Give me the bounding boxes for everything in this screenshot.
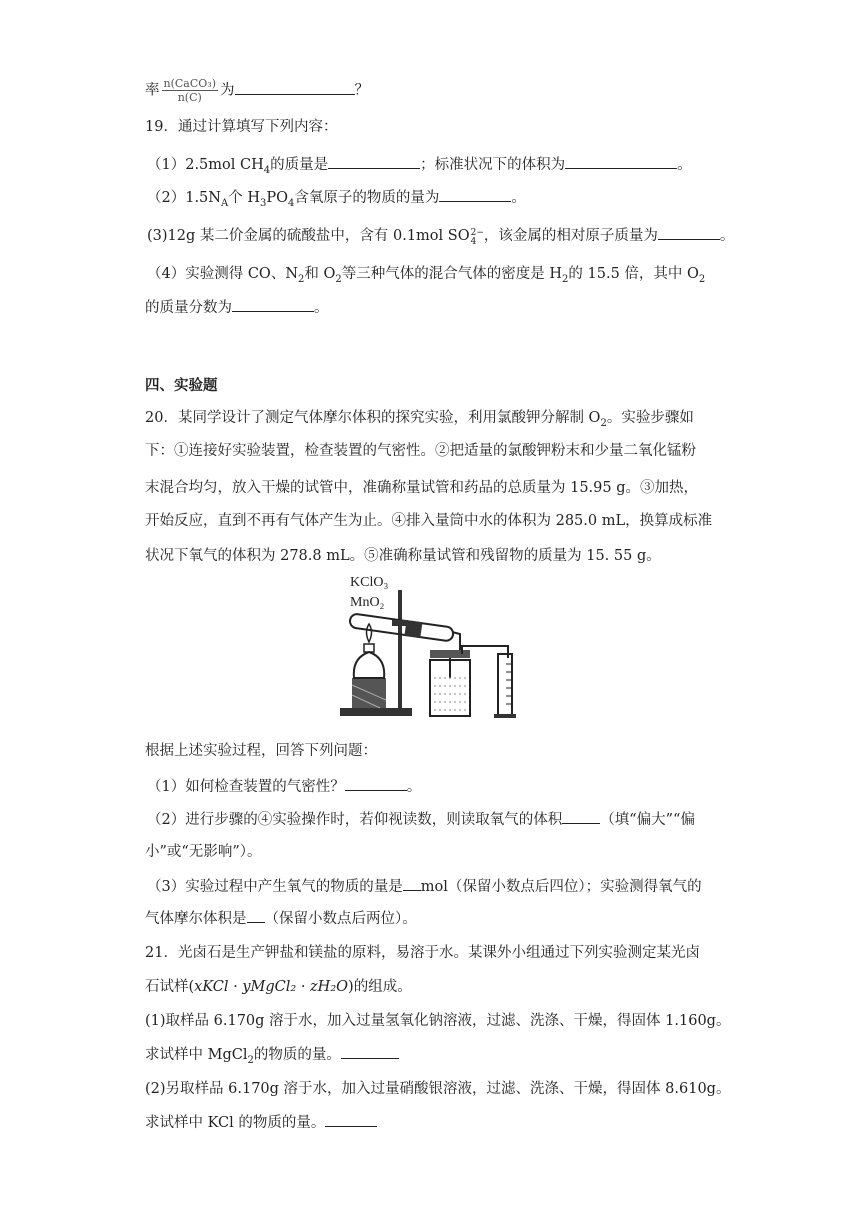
q19-part4-line2: 的质量分数为 。 <box>145 297 329 318</box>
stand-rod <box>398 590 402 710</box>
q19-part4-line1: （4）实验测得 CO、$N_2$和 $O_2$等三种气体的混合气体的密度是 $H_2$的 15.5 倍，其中 $O_2$ <box>147 266 706 285</box>
label-mno2: MnO₂ <box>350 595 385 610</box>
answer-blank[interactable] <box>325 1112 377 1127</box>
q20-line3: 末混合均匀，放入干燥的试管中，准确称量试管和药品的总质量为 15.95 g。③加热， <box>145 480 699 496</box>
answer-blank[interactable] <box>341 1044 399 1059</box>
q19-part1: （1）2.5mol $CH_4$的质量是 ；标准状况下的体积为 。 <box>147 154 692 181</box>
q21-part2-line1: (2)另取样品 6.170g 溶于水，加入过量硝酸银溶液，过滤、洗涤、干燥，得固体 8.610g。 <box>145 1081 731 1097</box>
q21-line2: 石试样(xKCl · yMgCl₂ · zH₂O)的组成。 <box>145 979 412 995</box>
q20-intro: 根据上述实验过程，回答下列问题： <box>145 743 377 759</box>
q21-line1: 21．光卤石是生产钾盐和镁盐的原料，易溶于水。某课外小组通过下列实验测定某光卤 <box>145 945 700 961</box>
q20-sub3-line2: 气体摩尔体积是 （保留小数点后两位）。 <box>145 908 417 929</box>
q20-sub3-line1: （3）实验过程中产生氧气的物质的量是 mol（保留小数点后四位）；实验测得氧气的 <box>147 876 702 897</box>
answer-blank[interactable] <box>247 908 265 923</box>
q20-line2: 下：①连接好实验装置，检查装置的气密性。②把适量的氯酸钾粉末和少量二氧化锰粉 <box>145 443 696 459</box>
answer-blank[interactable] <box>439 187 511 202</box>
label-kclo3: KClO₃ <box>350 575 389 590</box>
flame-icon <box>367 624 372 642</box>
alcohol-lamp <box>354 652 384 678</box>
q20-line5: 状况下氧气的体积为 278.8 mL。⑤准确称量试管和残留物的质量为 15. 55 g。 <box>145 548 661 564</box>
q19-part3: (3)12g 某二价金属的硫酸盐中，含有 0.1mol SO 2− 4 ，该金属的相对原子质量为 。 <box>147 225 734 247</box>
answer-blank[interactable] <box>403 876 421 891</box>
q20-sub2-line2: 小”或“无影响”）。 <box>145 844 262 860</box>
answer-blank[interactable] <box>232 297 314 312</box>
q19-title: 19．通过计算填写下列内容： <box>145 119 338 135</box>
q18-fraction: $\frac{\text{n(CaCO₃)}}{n(C)}$ <box>163 77 216 104</box>
q21-part2-line2: 求试样中 KCl 的物质的量。 <box>145 1112 377 1133</box>
q20-sub1: （1）如何检查装置的气密性？ 。 <box>147 776 421 797</box>
q21-part1-line2: 求试样中 MgCl$_2$的物质的量。 <box>145 1044 399 1071</box>
answer-blank[interactable] <box>328 154 420 169</box>
answer-blank[interactable] <box>345 776 407 791</box>
answer-blank[interactable] <box>562 809 600 824</box>
bottle-cap <box>430 650 470 658</box>
answer-blank[interactable] <box>235 80 355 95</box>
q20-line1: 20．某同学设计了测定气体摩尔体积的探究实验，利用氯酸钾分解制 $O_2$。实验步骤如 <box>145 410 694 429</box>
section-title: 四、实验题 <box>145 377 218 394</box>
answer-blank[interactable] <box>658 225 720 240</box>
q20-sub2-line1: （2）进行步骤的④实验操作时，若仰视读数，则读取氧气的体积 （填“偏大”“偏 <box>147 809 695 830</box>
graduated-cylinder <box>498 654 512 716</box>
answer-blank[interactable] <box>565 154 677 169</box>
q18-prefix: 率 <box>145 82 160 99</box>
q21-part1-line1: (1)取样品 6.170g 溶于水，加入过量氢氧化钠溶液，过滤、洗涤、干燥，得固体 1.160g。 <box>145 1013 731 1029</box>
q20-line4: 开始反应，直到不再有气体产生为止。④排入量筒中水的体积为 285.0 mL，换算成标准 <box>145 513 713 529</box>
q19-part2: $(2)1.5N_A$个 $H_3PO_4$含氧原子的物质的量为 。 <box>147 187 526 214</box>
formula: xKCl · yMgCl₂ · zH₂O <box>194 979 349 995</box>
sulfate-charge: 2− 4 <box>470 228 484 247</box>
apparatus-figure <box>330 570 530 722</box>
q18-tail-line: 率 $\frac{\text{n(CaCO₃)}}{n(C)}$ 为 ？ <box>145 77 369 104</box>
